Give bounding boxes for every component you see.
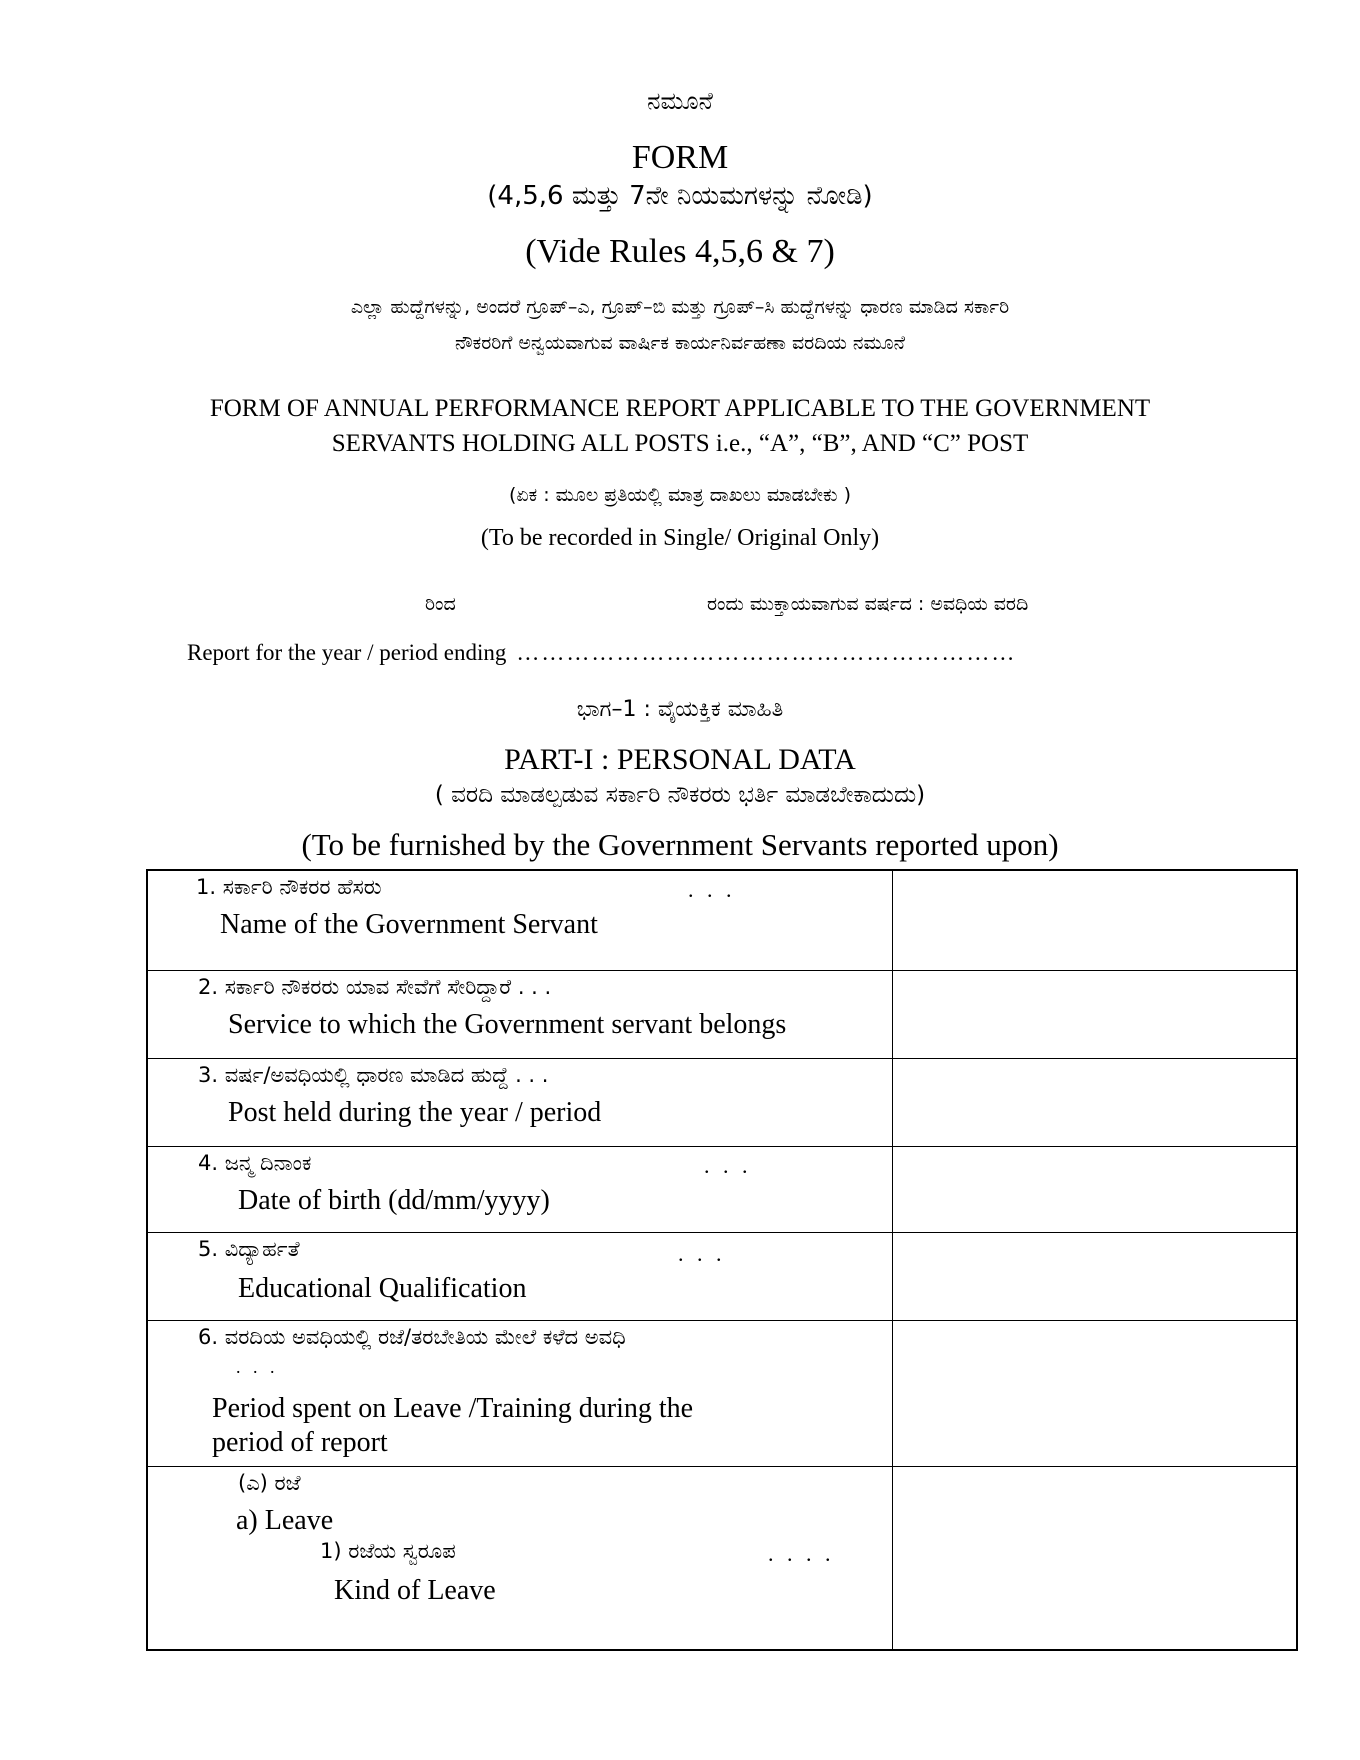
row-label: Date of birth (dd/mm/yyyy) [238, 1185, 550, 1216]
row-label-line-2: period of report [212, 1427, 388, 1458]
rules-reference: (Vide Rules 4,5,6 & 7) [525, 233, 835, 270]
table-row [148, 1147, 1296, 1233]
form-description-line-1: FORM OF ANNUAL PERFORMANCE REPORT APPLICABLE TO THE GOVERNMENT [209, 395, 1151, 422]
row-label: Kind of Leave [334, 1575, 496, 1606]
leader-dots: . . . [236, 1357, 279, 1377]
kannada-from-label: ರಿಂದ [425, 593, 456, 615]
kannada-form-title: ನಮೂನೆ [647, 87, 713, 115]
table-row [148, 871, 1296, 971]
row-kannada-label: 5. ವಿದ್ಯಾರ್ಹತೆ [198, 1237, 300, 1261]
row-kannada-label: 4. ಜನ್ಮ ದಿನಾಂಕ [198, 1151, 312, 1175]
form-description-line-2: SERVANTS HOLDING ALL POSTS i.e., “A”, “B”, AND “C” POST [331, 430, 1029, 457]
report-period-line [187, 640, 1016, 666]
row-label: Post held during the year / period [228, 1097, 602, 1128]
leave-training-period-field[interactable] [894, 1321, 1296, 1466]
table-row [148, 971, 1296, 1059]
leader-dots: . . . . [768, 1541, 835, 1566]
personal-data-table [146, 869, 1298, 1651]
kannada-period-ending-label: ರಂದು ಮುಕ್ತಾಯವಾಗುವ ವರ್ಷದ : ಅವಧಿಯ ವರದಿ [707, 593, 1029, 615]
furnish-note: (To be furnished by the Government Servants reported upon) [301, 827, 1059, 862]
leader-dots: . . . [678, 1241, 726, 1266]
kannada-part-title: ಭಾಗ–1 : ವೈಯಕ್ತಿಕ ಮಾಹಿತಿ [576, 697, 784, 722]
leader-dots: . . . [704, 1153, 752, 1178]
kannada-description-line-2: ನೌಕರರಿಗೆ ಅನ್ವಯವಾಗುವ ವಾರ್ಷಿಕ ಕಾರ್ಯನಿರ್ವಹಣಾ ವರದಿಯ ನಮೂನೆ [455, 332, 905, 354]
row-kannada-label: 2. ಸರ್ಕಾರಿ ನೌಕರರು ಯಾವ ಸೇವೆಗೆ ಸೇರಿದ್ದಾರೆ . . . [198, 975, 552, 999]
government-servant-name-field[interactable] [894, 871, 1296, 970]
row-kannada-sublabel: (ಎ) ರಜೆ [238, 1471, 301, 1495]
post-held-field[interactable] [894, 1059, 1296, 1146]
report-period-label: Report for the year / period ending [187, 640, 507, 665]
row-kannada-label: 6. ವರದಿಯ ಅವಧಿಯಲ್ಲಿ ರಜೆ/ತರಬೇತಿಯ ಮೇಲೆ ಕಳೆದ ಅವಧಿ [198, 1325, 626, 1349]
kannada-single-copy-note: (ಏಕ : ಮೂಲ ಪ್ರತಿಯಲ್ಲಿ ಮಾತ್ರ ದಾಖಲು ಮಾಡಬೇಕು ) [508, 484, 852, 506]
kannada-furnish-note: ( ವರದಿ ಮಾಡಲ್ಪಡುವ ಸರ್ಕಾರಿ ನೌಕರರು ಭರ್ತಿ ಮಾಡಬೇಕಾದುದು) [434, 782, 926, 808]
row-sublabel: a) Leave [236, 1505, 334, 1536]
service-field[interactable] [894, 971, 1296, 1058]
table-row [148, 1467, 1296, 1651]
table-row [148, 1059, 1296, 1147]
row-kannada-label: 1. ಸರ್ಕಾರಿ ನೌಕರರ ಹೆಸರು [196, 875, 382, 899]
row-label: Educational Qualification [238, 1273, 527, 1304]
kannada-description-line-1: ಎಲ್ಲಾ ಹುದ್ದೆಗಳನ್ನು, ಅಂದರೆ ಗ್ರೂಪ್–ಎ, ಗ್ರೂಪ್–ಬಿ ಮತ್ತು ಗ್ರೂಪ್–ಸಿ ಹುದ್ದೆಗಳನ್ನು ಧಾರಣ ಮಾಡಿದ ಸರ್ಕಾರಿ [350, 296, 1010, 318]
part-title: PART-I : PERSONAL DATA [504, 743, 856, 776]
educational-qualification-field[interactable] [894, 1233, 1296, 1320]
row-label: Service to which the Government servant belongs [228, 1009, 787, 1040]
kind-of-leave-field[interactable] [894, 1467, 1296, 1651]
report-period-field[interactable]: …………………………………………………… [516, 640, 1017, 665]
kannada-rules-reference: (4,5,6 ಮತ್ತು 7ನೇ ನಿಯಮಗಳನ್ನು ನೋಡಿ) [487, 181, 873, 211]
row-label: Name of the Government Servant [220, 909, 598, 940]
single-copy-note: (To be recorded in Single/ Original Only) [480, 525, 880, 551]
date-of-birth-field[interactable] [894, 1147, 1296, 1232]
row-label-line-1: Period spent on Leave /Training during the [212, 1393, 694, 1424]
leader-dots: . . . [688, 877, 736, 902]
form-title: FORM [631, 139, 729, 176]
row-kannada-label: 3. ವರ್ಷ/ಅವಧಿಯಲ್ಲಿ ಧಾರಣ ಮಾಡಿದ ಹುದ್ದೆ . . . [198, 1063, 549, 1087]
table-row [148, 1233, 1296, 1321]
table-row [148, 1321, 1296, 1467]
row-kannada-label: 1) ರಜೆಯ ಸ್ವರೂಪ [320, 1539, 456, 1563]
